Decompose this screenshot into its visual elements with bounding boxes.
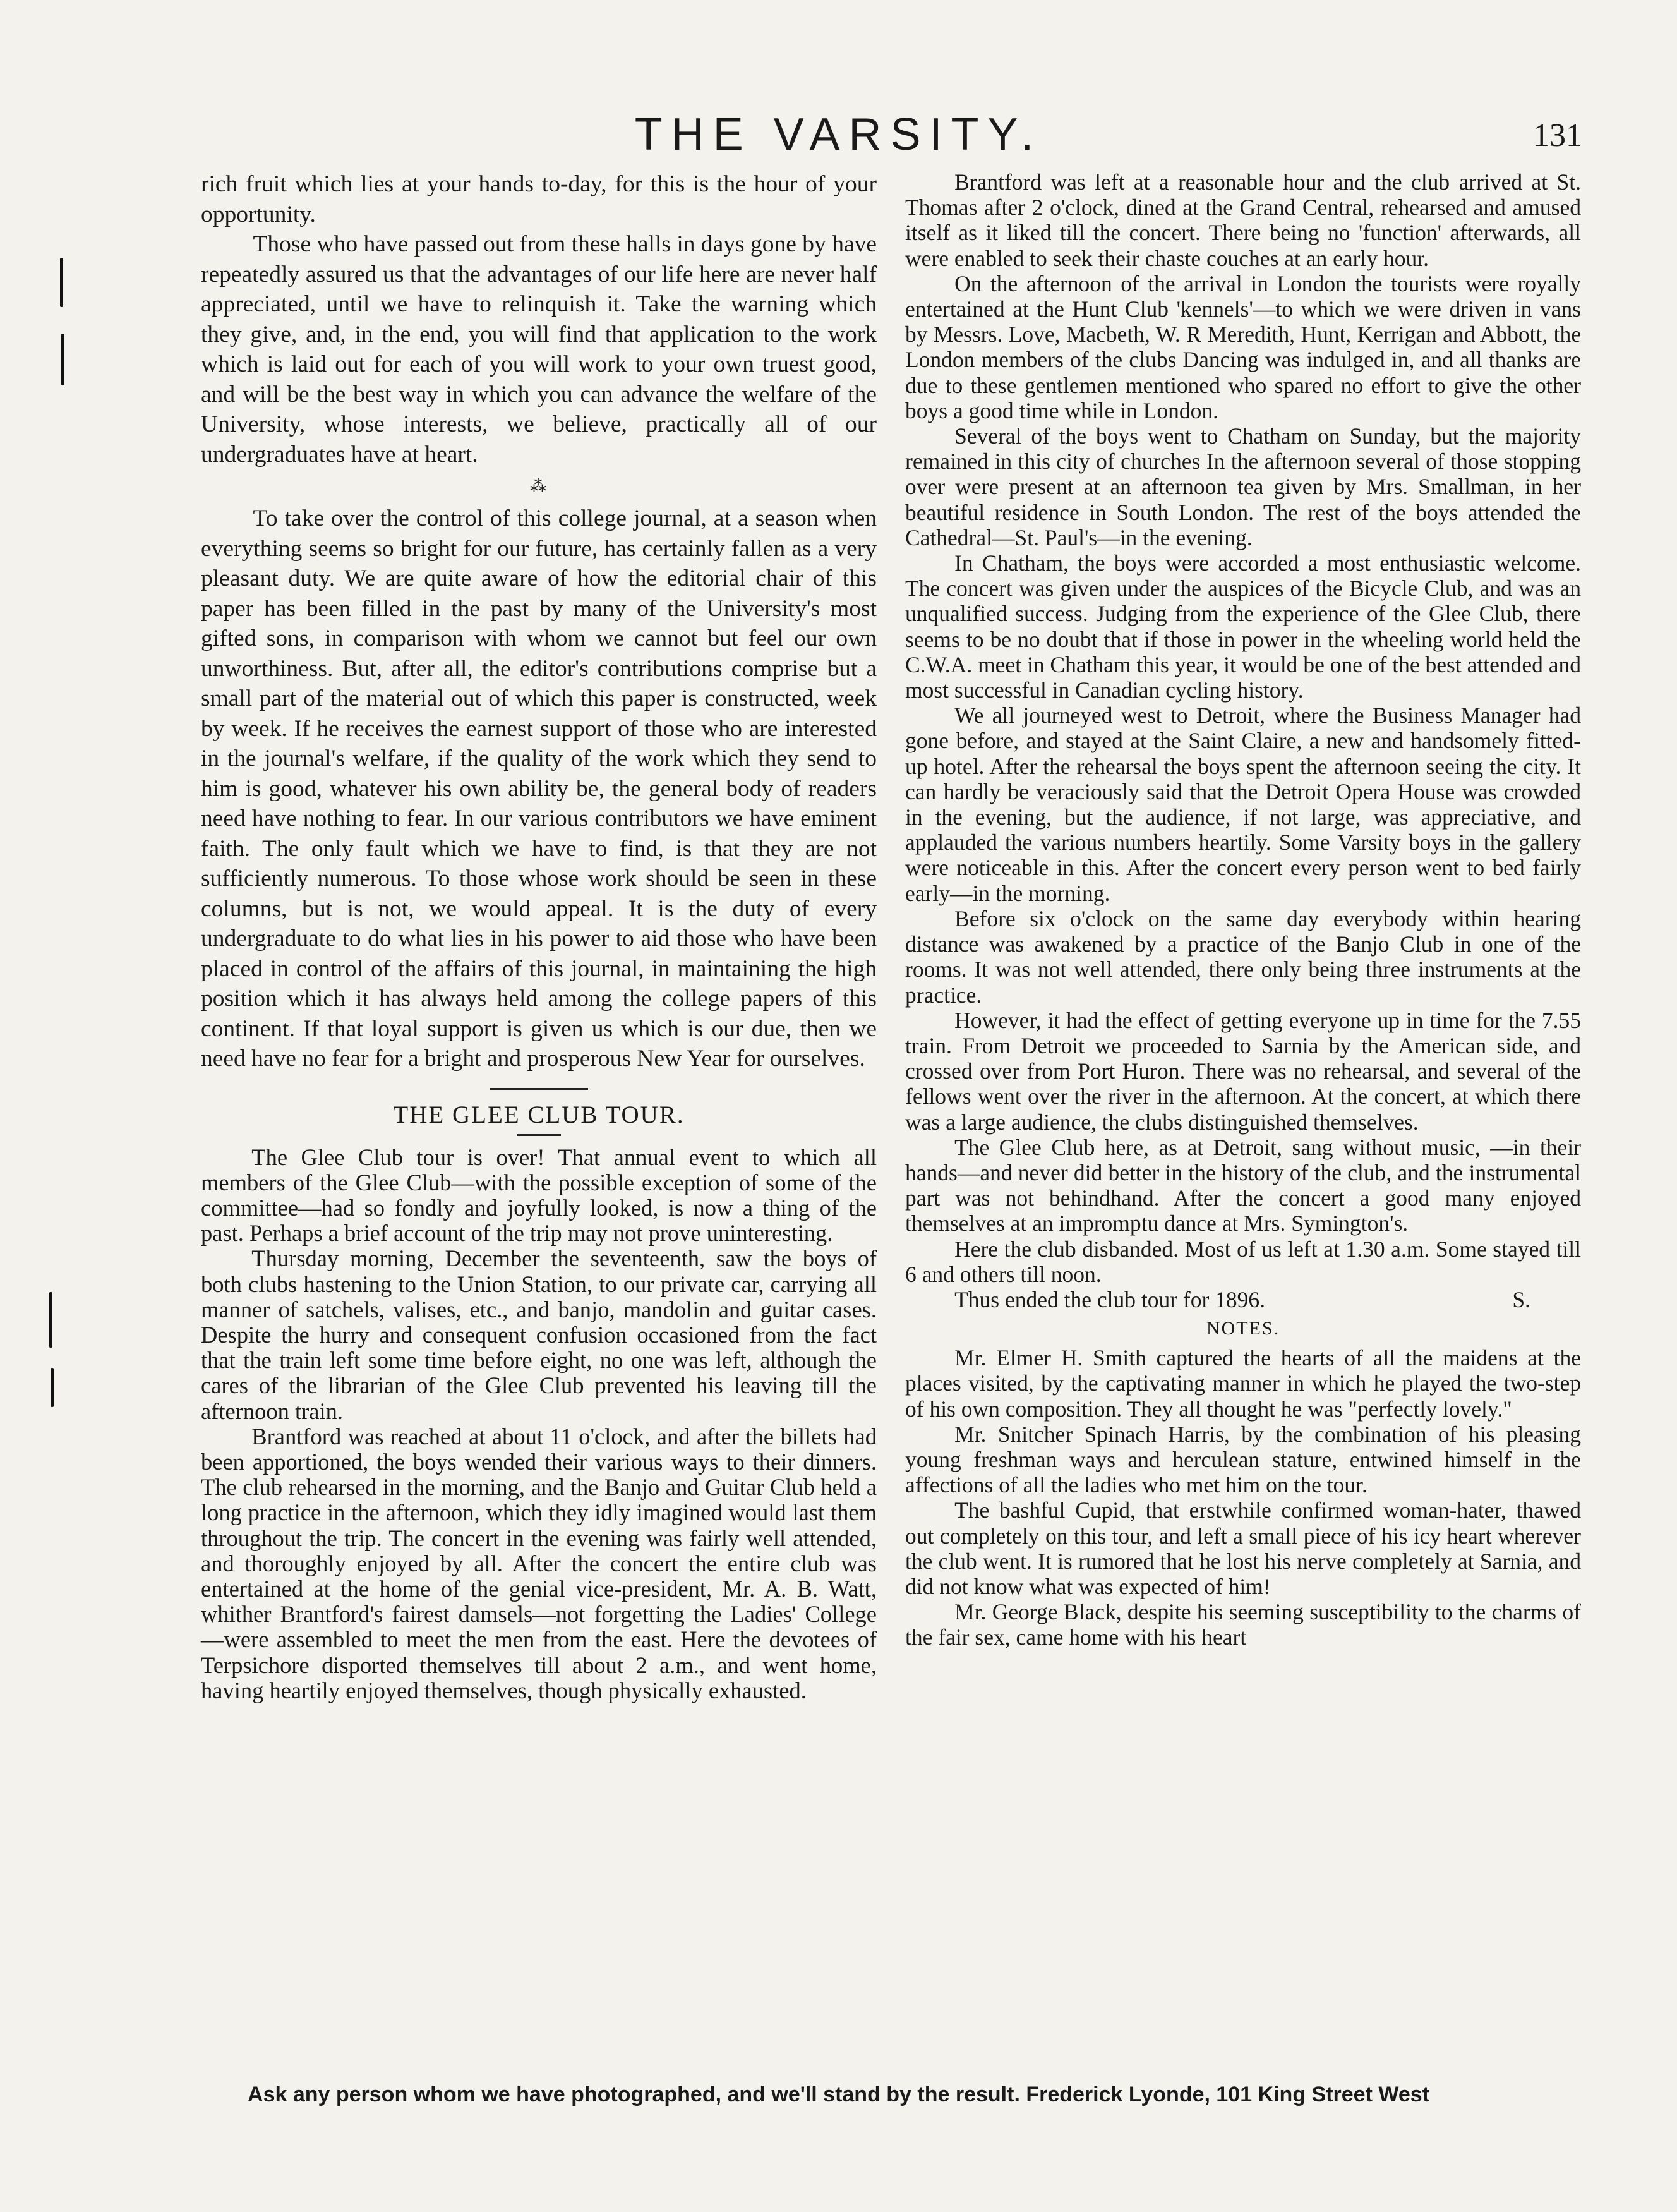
footer-advertisement: Ask any person whom we have photographed, and we'll stand by the result. Frederick Lyonde, 101 King Street West [248, 2082, 1429, 2106]
paragraph: However, it had the effect of getting everyone up in time for the 7.55 train. From Detroit we proceeded to Sarnia by the American side, and crossed over from Port Huron. There was no rehearsal, and several of the fellows went over the river in the afternoon. At the concert, at which there was a large audience, the clubs distinguished themselves. [905, 1007, 1581, 1135]
right-column [905, 169, 1581, 1650]
margin-mark [61, 334, 64, 385]
paragraph: Thursday morning, December the seventeenth, saw the boys of both clubs hastening to the Union Station, to our private car, carrying all manner of satchels, valises, etc., and banjo, mandolin and guitar cases. Despite the hurry and consequent confusion occasioned from the fact that the train left some time before eight, no one was left, although the cares of the librarian of the Glee Club prevented his leaving till the afternoon train. [201, 1245, 877, 1424]
margin-mark [60, 258, 63, 307]
margin-mark [49, 1292, 52, 1348]
paragraph: On the afternoon of the arrival in London the tourists were royally entertained at the Hunt Club 'kennels'—to which we were driven in vans by Messrs. Love, Macbeth, W. R Meredith, Hunt, Kerrigan and Abbott, the London members of the clubs Dancing was indulged in, and all thanks are due to these gentlemen mentioned who spared no effort to give the other boys a good time while in London. [905, 270, 1581, 423]
page-number: 131 [1533, 118, 1582, 154]
section-divider [490, 1088, 588, 1090]
section-title: THE GLEE CLUB TOUR. [393, 1101, 685, 1128]
note-paragraph: Mr. George Black, despite his seeming susceptibility to the charms of the fair sex, came home with his heart [905, 1599, 1581, 1650]
paragraph: Brantford was left at a reasonable hour and the club arrived at St. Thomas after 2 o'clock, dined at the Grand Central, rehearsed and amused itself as it liked till the concert. There being no 'function' afterwards, all were enabled to seek their chaste couches at an early hour. [905, 169, 1581, 271]
paragraph: The Glee Club here, as at Detroit, sang without music, —in their hands—and never did better in the history of the club, and the instrumental part was not behindhand. After the concert a good many enjoyed themselves at an impromptu dance at Mrs. Symington's. [905, 1134, 1581, 1236]
page-header [0, 106, 1677, 163]
closing-text: Thus ended the club tour for 1896. [954, 1286, 1266, 1312]
paragraph: Before six o'clock on the same day everybody within hearing distance was awakened by a practice of the Banjo Club in one of the rooms. It was not well attended, there only being three instruments at the practice. [905, 905, 1581, 1008]
masthead-title: THE VARSITY. [634, 109, 1043, 160]
paragraph: Brantford was reached at about 11 o'clock, and after the billets had been apportioned, the boys wended their various ways to their dinners. The club rehearsed in the morning, and the Banjo and Guitar Club held a long practice in the afternoon, which they idly imagined would last them throughout the trip. The concert in the evening was fairly well attended, and thoroughly enjoyed by all. After the concert the entire club was entertained at the home of the genial vice-president, Mr. A. B. Watt, whither Brantford's fairest damsels—not forgetting the Ladies' College—were assembled to meet the men from the east. Here the devotees of Terpsichore disported themselves till about 2 a.m., and went home, having heartily enjoyed themselves, though physically exhausted. [201, 1423, 877, 1703]
paragraph: To take over the control of this college journal, at a season when everything seems so bright for our future, has certainly fallen as a very pleasant duty. We are quite aware of how the editorial chair of this paper has been filled in the past by many of the University's most gifted sons, in comparison with whom we cannot but feel our own unworthiness. But, after all, the editor's contributions comprise but a small part of the material out of which this paper is constructed, week by week. If he receives the earnest support of those who are interested in the journal's welfare, if the quality of the work which they send to him is good, whatever his own ability be, the general body of readers need have nothing to fear. In our various contributors we have eminent faith. The only fault which we have to find, is that they are not sufficiently numerous. To those whose work should be seen in these columns, but is not, we would appeal. It is the duty of every undergraduate to do what lies in his power to aid those who have been placed in control of the affairs of this journal, in maintaining the high position which it has always held among the college papers of this continent. If that loyal support is given us which is our due, then we need have no fear for a bright and prosperous New Year for ourselves. [201, 505, 877, 1072]
note-paragraph: Mr. Elmer H. Smith captured the hearts of all the maidens at the places visited, by the captivating manner in which he played the two-step of his own composition. They all thought he was "perfectly lovely." [905, 1345, 1581, 1422]
paragraph: Several of the boys went to Chatham on Sunday, but the majority remained in this city of churches In the afternoon several of those stopping over were present at an afternoon tea given by Mrs. Smallman, in her beautiful residence in South London. The rest of the boys attended the Cathedral—St. Paul's—in the evening. [905, 423, 1581, 550]
paragraph: In Chatham, the boys were accorded a most enthusiastic welcome. The concert was given under the auspices of the Bicycle Club, and was an unqualified success. Judging from the experience of the Glee Club, there seems to be no doubt that if those in power in the wheeling world held the C.W.A. meet in Chatham this year, it would be one of the best attended and most successful in Canadian cycling history. [905, 550, 1581, 703]
closing-line [905, 1287, 1581, 1312]
notes-title: NOTES. [1206, 1318, 1280, 1339]
paragraph: Those who have passed out from these halls in days gone by have repeatedly assured us that the advantages of our life here are never half appreciated, until we have to relinquish it. Take the warning which they give, and, in the end, you will find that application to the work which is laid out for each of you will work to your own truest good, and will be the best way in which you can advance the welfare of the University, whose interests, we believe, practically all of our undergraduates have at heart. [201, 231, 877, 468]
paragraph: The Glee Club tour is over! That annual event to which all members of the Glee Club—with the possible exception of some of the committee—had so fondly and joyfully looked, is now a thing of the past. Perhaps a brief account of the trip may not prove uninteresting. [201, 1144, 877, 1247]
title-underline [517, 1134, 561, 1136]
note-paragraph: The bashful Cupid, that erstwhile confirmed woman-hater, thawed out completely on this tour, and left a small piece of his icy heart wherever the club went. It is rumored that he lost his nerve completely at Sarnia, and did not know what was expected of him! [905, 1497, 1581, 1599]
paragraph: Here the club disbanded. Most of us left at 1.30 a.m. Some stayed till 6 and others till noon. [905, 1236, 1581, 1287]
left-column [201, 169, 877, 1703]
asterism: ⁂ [530, 477, 548, 495]
paragraph: rich fruit which lies at your hands to-day, for this is the hour of your opportunity. [201, 171, 877, 227]
author-signature: S. [1512, 1286, 1530, 1312]
note-paragraph: Mr. Snitcher Spinach Harris, by the combination of his pleasing young freshman ways and herculean stature, entwined himself in the affections of all the ladies who met him on the tour. [905, 1421, 1581, 1498]
paragraph: We all journeyed west to Detroit, where the Business Manager had gone before, and stayed at the Saint Claire, a new and handsomely fitted-up hotel. After the rehearsal the boys spent the afternoon seeing the city. It can hardly be veraciously said that the Detroit Opera House was crowded in the evening, but the audience, if not large, was appreciative, and applauded the various numbers heartily. Some Varsity boys in the gallery were noticeable in this. After the concert every person went to bed fairly early—in the morning. [905, 703, 1581, 906]
margin-mark [51, 1368, 54, 1407]
